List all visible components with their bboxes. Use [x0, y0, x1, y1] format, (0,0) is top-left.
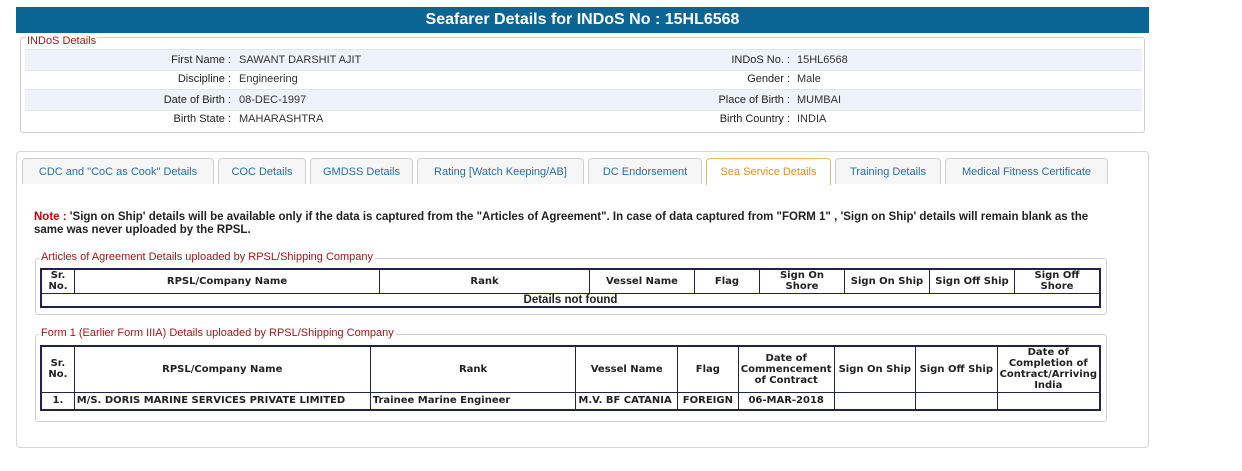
col-vessel-name: Vessel Name	[576, 346, 678, 392]
tab-training-details[interactable]: Training Details	[835, 158, 941, 184]
indos-row-name	[25, 49, 1142, 71]
pob-label: Place of Birth :	[718, 94, 790, 106]
gender-label: Gender :	[747, 73, 790, 85]
col-sign-off-ship: Sign Off Ship	[916, 346, 998, 392]
articles-empty-row	[41, 293, 1100, 307]
tab-rating-watch-keeping[interactable]: Rating [Watch Keeping/AB]	[417, 158, 584, 184]
tab-sea-service-details[interactable]: Sea Service Details	[706, 158, 831, 185]
col-sign-on-ship: Sign On Ship	[845, 269, 930, 293]
birth-state-label: Birth State :	[173, 113, 231, 125]
col-sign-on-ship: Sign On Ship	[834, 346, 916, 392]
col-rpsl-company-name: RPSL/Company Name	[74, 346, 370, 392]
pob-value: MUMBAI	[797, 94, 841, 106]
indos-details-section	[20, 37, 1145, 133]
tab-gmdss-details[interactable]: GMDSS Details	[310, 158, 413, 184]
indos-no-label: INDoS No. :	[731, 54, 790, 66]
birth-state-value: MAHARASHTRA	[239, 113, 324, 125]
col-flag: Flag	[677, 346, 738, 392]
col-sign-on-shore: Sign On Shore	[760, 269, 845, 293]
form1-header-row	[41, 346, 1100, 392]
tab-coc-details[interactable]: COC Details	[218, 158, 306, 184]
birth-country-value: INDIA	[797, 113, 827, 125]
first-name-label: First Name :	[171, 54, 231, 66]
discipline-value: Engineering	[239, 73, 298, 85]
cell-rank: Trainee Marine Engineer	[370, 392, 576, 410]
form1-table	[40, 345, 1101, 411]
birth-country-label: Birth Country :	[719, 113, 790, 125]
cell-sign-on-ship	[834, 392, 916, 410]
sea-service-note	[34, 211, 1104, 237]
cell-date-of-commencement: 06-MAR-2018	[738, 392, 834, 410]
col-sr-no: Sr. No.	[41, 346, 74, 392]
gender-value: Male	[797, 73, 821, 85]
details-not-found-message: Details not found	[41, 293, 1100, 307]
first-name-value: SAWANT DARSHIT AJIT	[239, 54, 362, 66]
tab-dc-endorsement[interactable]: DC Endorsement	[588, 158, 702, 184]
dob-label: Date of Birth :	[163, 94, 231, 106]
cell-company-name: M/S. DORIS MARINE SERVICES PRIVATE LIMITED	[74, 392, 370, 410]
col-sr-no: Sr. No.	[41, 269, 75, 293]
page-title: Seafarer Details for INDoS No : 15HL6568	[16, 7, 1149, 33]
cell-flag: FOREIGN	[677, 392, 738, 410]
articles-header-row	[41, 269, 1100, 293]
articles-table	[40, 268, 1101, 308]
col-rank: Rank	[380, 269, 590, 293]
cell-date-of-completion	[997, 392, 1100, 410]
note-label: Note :	[34, 211, 67, 223]
note-text: 'Sign on Ship' details will be available only if the data is captured from the "Articles of Agreement". In case of data captured from "FORM 1" , 'Sign on Ship' details will remain blank as the same was never uploaded by the RPSL.	[34, 211, 1089, 236]
col-sign-off-shore: Sign Off Shore	[1015, 269, 1101, 293]
col-flag: Flag	[695, 269, 760, 293]
tab-medical-fitness-certificate[interactable]: Medical Fitness Certificate	[945, 158, 1108, 184]
indos-row-birth	[25, 89, 1142, 111]
cell-vessel-name: M.V. BF CATANIA	[576, 392, 678, 410]
indos-row-state	[25, 109, 1142, 129]
indos-row-discipline	[25, 69, 1142, 89]
cell-sr-no: 1.	[41, 392, 74, 410]
dob-value: 08-DEC-1997	[239, 94, 307, 106]
form1-legend: Form 1 (Earlier Form IIIA) Details uploaded by RPSL/Shipping Company	[41, 327, 394, 339]
col-rank: Rank	[370, 346, 576, 392]
cell-sign-off-ship	[916, 392, 998, 410]
articles-legend: Articles of Agreement Details uploaded by RPSL/Shipping Company	[41, 251, 374, 263]
indos-details-legend: INDoS Details	[27, 35, 97, 47]
indos-no-value: 15HL6568	[797, 54, 848, 66]
discipline-label: Discipline :	[177, 73, 231, 85]
col-sign-off-ship: Sign Off Ship	[930, 269, 1015, 293]
table-row	[41, 392, 1100, 410]
col-rpsl-company-name: RPSL/Company Name	[75, 269, 380, 293]
col-date-of-completion: Date of Completion of Contract/Arriving India	[997, 346, 1100, 392]
col-vessel-name: Vessel Name	[590, 269, 695, 293]
col-date-of-commencement: Date of Commencement of Contract	[738, 346, 834, 392]
tab-cdc-details[interactable]: CDC and "CoC as Cook" Details	[22, 158, 214, 184]
